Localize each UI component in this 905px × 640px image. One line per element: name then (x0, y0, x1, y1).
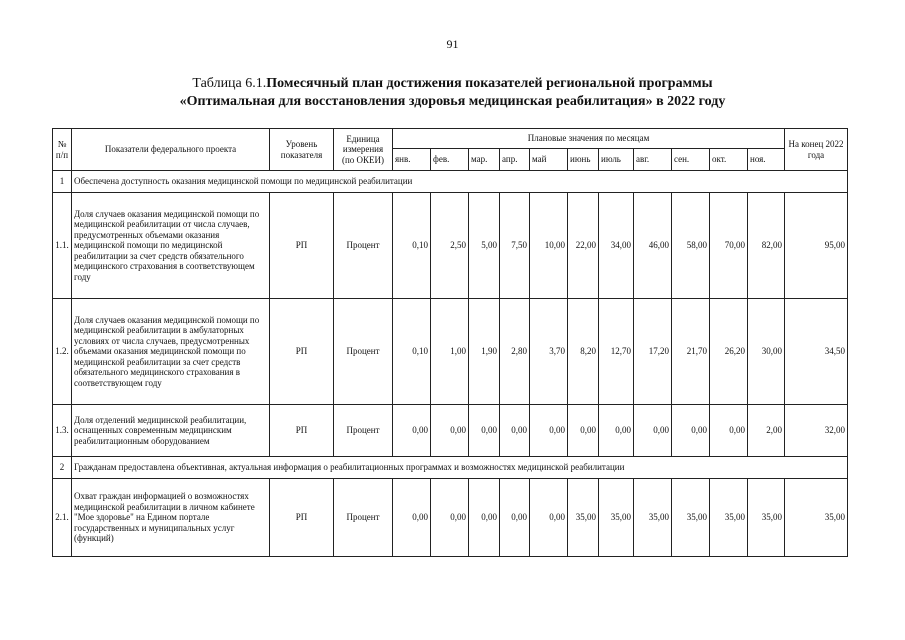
monthly-value: 0,00 (530, 405, 568, 457)
monthly-value: 0,00 (469, 479, 500, 557)
monthly-value: 35,00 (599, 479, 634, 557)
monthly-value: 8,20 (568, 299, 599, 405)
table-row (53, 299, 848, 405)
monthly-value: 58,00 (672, 193, 710, 299)
section-row (53, 171, 848, 193)
monthly-value: 35,00 (748, 479, 785, 557)
indicator-unit: Процент (334, 299, 393, 405)
indicator-name: Доля случаев оказания медицинской помощи по медицинской реабилитации от числа случаев, предусмотренных объемами оказания медицинской помощи по медицинской реабилитации за счет средств обязательного медицинского страхования в соответствующем году (72, 193, 270, 299)
monthly-value: 0,00 (393, 405, 431, 457)
indicator-name: Доля случаев оказания медицинской помощи по медицинской реабилитации в амбулаторных условиях от числа случаев, предусмотренных объемами оказания медицинской помощи по медицинской реабилитации за счет средств обязательного медицинского страхования в соответствующем году (72, 299, 270, 405)
year-end-value: 35,00 (785, 479, 848, 557)
indicator-level: РП (270, 193, 334, 299)
section-row (53, 457, 848, 479)
indicator-name: Охват граждан информацией о возможностях медицинской реабилитации в личном кабинете "Мое здоровье" на Едином портале государственных и муниципальных услуг (функций) (72, 479, 270, 557)
monthly-value: 0,00 (634, 405, 672, 457)
monthly-value: 35,00 (710, 479, 748, 557)
table-body (53, 171, 848, 557)
monthly-value: 0,10 (393, 299, 431, 405)
monthly-value: 21,70 (672, 299, 710, 405)
monthly-value: 30,00 (748, 299, 785, 405)
month-header: мар. (469, 149, 500, 171)
monthly-value: 0,00 (710, 405, 748, 457)
indicators-table (52, 128, 848, 557)
month-header: авг. (634, 149, 672, 171)
monthly-value: 82,00 (748, 193, 785, 299)
row-number: 1.1. (53, 193, 72, 299)
indicator-level: РП (270, 299, 334, 405)
header-unit: Единица измерения (по ОКЕИ) (334, 129, 393, 171)
monthly-value: 17,20 (634, 299, 672, 405)
indicator-level: РП (270, 479, 334, 557)
monthly-value: 0,00 (393, 479, 431, 557)
title-line-1: Помесячный план достижения показателей региональной программы (266, 76, 713, 91)
section-number: 1 (53, 171, 72, 193)
monthly-value: 5,00 (469, 193, 500, 299)
month-header: фев. (431, 149, 469, 171)
monthly-value: 26,20 (710, 299, 748, 405)
month-header: окт. (710, 149, 748, 171)
monthly-value: 0,00 (431, 405, 469, 457)
indicator-unit: Процент (334, 479, 393, 557)
monthly-value: 2,00 (748, 405, 785, 457)
monthly-value: 70,00 (710, 193, 748, 299)
monthly-value: 1,00 (431, 299, 469, 405)
monthly-value: 0,00 (530, 479, 568, 557)
monthly-value: 0,00 (599, 405, 634, 457)
page-title (0, 75, 905, 111)
month-header: май (530, 149, 568, 171)
indicator-unit: Процент (334, 405, 393, 457)
monthly-value: 2,80 (500, 299, 530, 405)
table-row (53, 405, 848, 457)
monthly-value: 46,00 (634, 193, 672, 299)
row-number: 1.2. (53, 299, 72, 405)
monthly-value: 34,00 (599, 193, 634, 299)
table-row (53, 193, 848, 299)
year-end-value: 95,00 (785, 193, 848, 299)
page-number: 91 (446, 37, 459, 51)
monthly-value: 7,50 (500, 193, 530, 299)
section-title: Обеспечена доступность оказания медицинской помощи по медицинской реабилитации (72, 171, 848, 193)
monthly-value: 10,00 (530, 193, 568, 299)
month-header: июль (599, 149, 634, 171)
header-level: Уровень показателя (270, 129, 334, 171)
monthly-value: 3,70 (530, 299, 568, 405)
section-title: Гражданам предоставлена объективная, актуальная информация о реабилитационных программах и возможностях медицинской реабилитации (72, 457, 848, 479)
monthly-value: 22,00 (568, 193, 599, 299)
monthly-value: 35,00 (634, 479, 672, 557)
header-indicator: Показатели федерального проекта (72, 129, 270, 171)
monthly-value: 0,00 (500, 405, 530, 457)
header-end: На конец 2022 года (785, 129, 848, 171)
year-end-value: 32,00 (785, 405, 848, 457)
section-number: 2 (53, 457, 72, 479)
monthly-value: 0,00 (500, 479, 530, 557)
month-header: ноя. (748, 149, 785, 171)
monthly-value: 12,70 (599, 299, 634, 405)
monthly-value: 2,50 (431, 193, 469, 299)
indicator-level: РП (270, 405, 334, 457)
month-header: сен. (672, 149, 710, 171)
title-prefix: Таблица 6.1. (192, 76, 267, 91)
month-header: янв. (393, 149, 431, 171)
monthly-value: 1,90 (469, 299, 500, 405)
indicator-name: Доля отделений медицинской реабилитации, оснащенных современным медицинским реабилитационным оборудованием (72, 405, 270, 457)
row-number: 1.3. (53, 405, 72, 457)
header-num: № п/п (53, 129, 72, 171)
month-header: апр. (500, 149, 530, 171)
table-row (53, 479, 848, 557)
monthly-value: 0,00 (568, 405, 599, 457)
year-end-value: 34,50 (785, 299, 848, 405)
monthly-value: 0,10 (393, 193, 431, 299)
title-line-2: «Оптимальная для восстановления здоровья медицинская реабилитация» в 2022 году (179, 94, 726, 109)
monthly-value: 0,00 (431, 479, 469, 557)
header-planned: Плановые значения по месяцам (393, 129, 785, 149)
monthly-value: 35,00 (672, 479, 710, 557)
monthly-value: 0,00 (672, 405, 710, 457)
row-number: 2.1. (53, 479, 72, 557)
monthly-value: 0,00 (469, 405, 500, 457)
month-header: июнь (568, 149, 599, 171)
monthly-value: 35,00 (568, 479, 599, 557)
indicator-unit: Процент (334, 193, 393, 299)
